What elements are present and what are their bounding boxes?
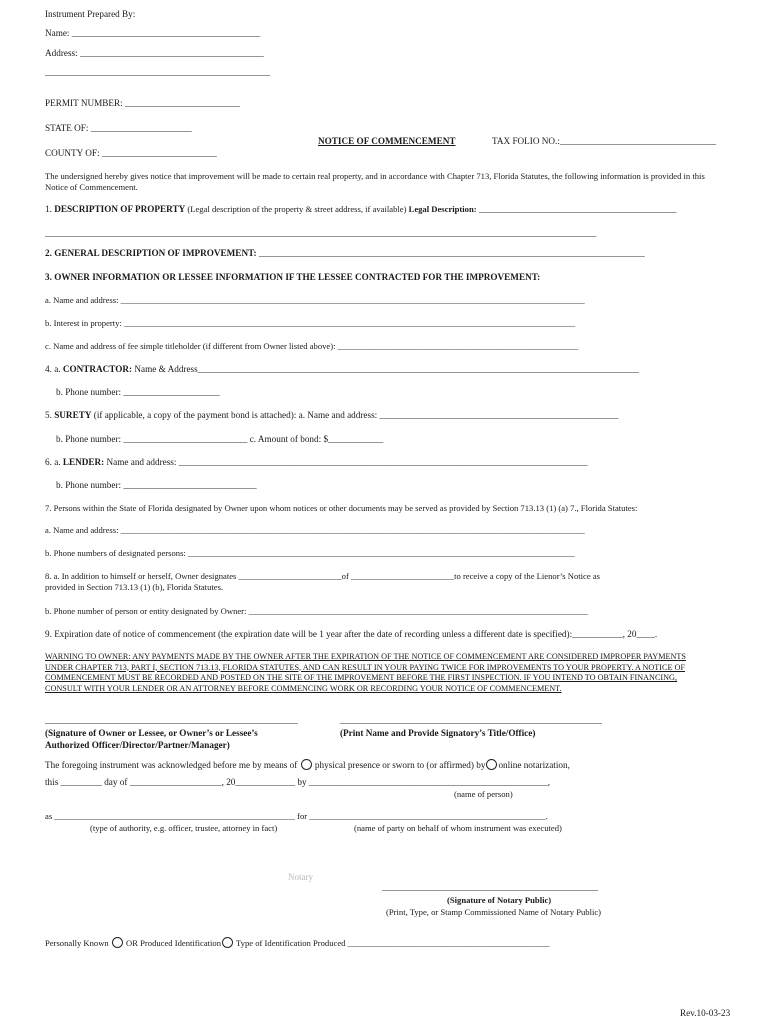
online-notarization-radio[interactable] bbox=[486, 759, 497, 770]
name-of-person-label: (name of person) bbox=[454, 789, 513, 799]
section-7-label: 7. Persons within the State of Florida designated by Owner upon whom notices or other documents may be served as provided by Section 713.13 (1) (a) 7., Florida Statutes: bbox=[45, 503, 638, 513]
contractor-label: CONTRACTOR: bbox=[62, 364, 133, 374]
produced-id-label: OR Produced Identification bbox=[123, 938, 222, 948]
notary-print-label: (Print, Type, or Stamp Commissioned Name of Notary Public) bbox=[386, 907, 602, 917]
section-1-description[interactable] bbox=[45, 204, 676, 215]
section-1-number: 1. bbox=[45, 204, 55, 214]
section-1-text: (Legal description of the property & street address, if available) bbox=[185, 204, 409, 214]
designated-name-address-field[interactable]: a. Name and address: ____________________________________________________________________________________________________________ bbox=[45, 525, 585, 535]
section-4-number: 4. a. bbox=[45, 364, 63, 374]
notary-watermark: Notary bbox=[288, 872, 313, 882]
interest-in-property-field[interactable]: b. Interest in property: _________________________________________________________________________________________________________ bbox=[45, 318, 576, 328]
notary-signature-label: (Signature of Notary Public) bbox=[447, 895, 552, 905]
surety-phone-bond-field[interactable]: b. Phone number: ___________________________ c. Amount of bond: $____________ bbox=[56, 434, 384, 444]
personally-known-radio[interactable] bbox=[112, 937, 123, 948]
section-3-label: 3. OWNER INFORMATION OR LESSEE INFORMATION IF THE LESSEE CONTRACTED FOR THE IMPROVEMENT: bbox=[45, 272, 541, 282]
preparer-address-line2[interactable]: _________________________________________________ bbox=[45, 67, 271, 77]
authority-field[interactable]: as ________________________________________________________ for _______________________________________________________. bbox=[45, 811, 548, 821]
owner-signature-label: (Signature of Owner or Lessee, or Owner’s or Lessee’s bbox=[45, 728, 258, 738]
owner-signature-label-2: Authorized Officer/Director/Partner/Manager) bbox=[45, 740, 230, 750]
state-field[interactable]: STATE OF: ______________________ bbox=[45, 123, 192, 133]
section-5-surety[interactable] bbox=[45, 410, 618, 421]
contractor-field[interactable]: Name & Address________________________________________________________________________________________________ bbox=[132, 364, 639, 374]
print-name-label: (Print Name and Provide Signatory’s Title/Office) bbox=[340, 728, 536, 738]
acknowledgment-text-c: online notarization, bbox=[498, 760, 570, 770]
warning-to-owner: WARNING TO OWNER: ANY PAYMENTS MADE BY THE OWNER AFTER THE EXPIRATION OF THE NOTICE OF COMMENCEMENT ARE CONSIDERED IMPROPER PAYMENTS UNDER CHAPTER 713, PART I, SECTION 713.13, FLORIDA STATUTES, AND CAN RESULT IN YOUR PAYING TWICE FOR IMPROVEMENTS TO YOUR PROPERTY. A NOTICE OF COMMENCEMENT MUST BE RECORDED AND POSTED ON THE SITE OF THE IMPROVEMENT BEFORE THE FIRST INSPECTION. IF YOU INTEND TO OBTAIN FINANCING, CONSULT WITH YOUR LENDER OR AN ATTORNEY BEFORE COMMENCING WORK OR RECORDING YOUR NOTICE OF COMMENCEMENT. bbox=[45, 652, 686, 693]
lender-label: LENDER: bbox=[62, 457, 105, 467]
lender-phone-field[interactable]: b. Phone number: _____________________________ bbox=[56, 480, 257, 490]
page-title: NOTICE OF COMMENCEMENT bbox=[318, 136, 456, 146]
expiration-date-field[interactable]: 9. Expiration date of notice of commencement (the expiration date will be 1 year after the date of recording unless a different date is specified):___________, 20____. bbox=[45, 629, 658, 639]
revision-label: Rev.10-03-23 bbox=[680, 1008, 731, 1018]
designated-phone-field[interactable]: b. Phone numbers of designated persons: __________________________________________________________________________________________ bbox=[45, 548, 575, 558]
section-2-improvement[interactable] bbox=[45, 248, 645, 259]
section-6-number: 6. a. bbox=[45, 457, 63, 467]
preparer-address-field[interactable]: Address: ________________________________________ bbox=[45, 48, 264, 58]
lender-field[interactable]: Name and address: _________________________________________________________________________________________ bbox=[104, 457, 588, 467]
permit-number-field[interactable]: PERMIT NUMBER: _________________________ bbox=[45, 98, 240, 108]
acknowledgment-text-b: physical presence or sworn to (or affirmed) by bbox=[312, 760, 486, 770]
section-8-designation[interactable]: 8. a. In addition to himself or herself, Owner designates ________________________of ________________________to receive a copy of the Lienor’s Notice as bbox=[45, 571, 600, 581]
section-1-label: DESCRIPTION OF PROPERTY bbox=[54, 204, 186, 214]
contractor-phone-field[interactable]: b. Phone number: _____________________ bbox=[56, 387, 220, 397]
legal-description-line2[interactable]: ________________________________________________________________________________________________________________________ bbox=[45, 228, 597, 238]
produced-id-radio[interactable] bbox=[222, 937, 233, 948]
surety-field[interactable]: (if applicable, a copy of the payment bond is attached): a. Name and address: ____________________________________________________ bbox=[91, 410, 619, 420]
section-2-label: GENERAL DESCRIPTION OF IMPROVEMENT: bbox=[54, 248, 259, 258]
legal-description-blank[interactable]: ___________________________________________ bbox=[476, 204, 677, 214]
party-label: (name of party on behalf of whom instrument was executed) bbox=[354, 823, 562, 833]
acknowledgment-line bbox=[45, 759, 570, 771]
personally-known-label: Personally Known bbox=[45, 938, 111, 948]
section-4-contractor[interactable] bbox=[45, 364, 639, 375]
county-field[interactable]: COUNTY OF: _________________________ bbox=[45, 148, 217, 158]
legal-description-label: Legal Description: bbox=[408, 204, 477, 214]
titleholder-field[interactable]: c. Name and address of fee simple titleholder (if different from Owner listed above): ________________________________________________________ bbox=[45, 341, 579, 351]
authority-label: (type of authority, e.g. officer, trustee, attorney in fact) bbox=[90, 823, 278, 833]
section-2-number: 2. bbox=[45, 248, 55, 258]
preparer-name-field[interactable]: Name: _________________________________________ bbox=[45, 28, 261, 38]
acknowledgment-date-field[interactable]: this _________ day of ____________________, 20_____________ by ____________________________________________________, bbox=[45, 777, 551, 787]
physical-presence-radio[interactable] bbox=[301, 759, 312, 770]
notary-signature-line[interactable]: _______________________________________________ bbox=[382, 882, 598, 892]
section-2-blank[interactable]: ____________________________________________________________________________________ bbox=[258, 248, 645, 258]
owner-name-address-field[interactable]: a. Name and address: ____________________________________________________________________________________________________________ bbox=[45, 295, 585, 305]
acknowledgment-text-a: The foregoing instrument was acknowledged before me by means of bbox=[45, 760, 300, 770]
intro-paragraph: The undersigned hereby gives notice that improvement will be made to certain real property, and in accordance with Chapter 713, Florida Statutes, the following information is provided in this Notice of Commencement. bbox=[45, 171, 705, 192]
prepared-by-label: Instrument Prepared By: bbox=[45, 9, 136, 19]
designated-entity-phone-field[interactable]: b. Phone number of person or entity designated by Owner: _______________________________________________________________________________ bbox=[45, 606, 589, 616]
tax-folio-field[interactable]: TAX FOLIO NO.:__________________________________ bbox=[492, 136, 717, 146]
section-6-lender[interactable] bbox=[45, 457, 588, 468]
surety-label: SURETY bbox=[54, 410, 92, 420]
id-type-field[interactable]: Type of Identification Produced _______________________________________________ bbox=[234, 938, 550, 948]
section-5-number: 5. bbox=[45, 410, 55, 420]
identification-line bbox=[45, 937, 550, 949]
section-8-line2: provided in Section 713.13 (1) (b), Florida Statutes. bbox=[45, 582, 224, 592]
owner-signature-line[interactable]: _______________________________________________________ bbox=[45, 715, 298, 725]
print-name-line[interactable]: _________________________________________________________ bbox=[340, 715, 602, 725]
